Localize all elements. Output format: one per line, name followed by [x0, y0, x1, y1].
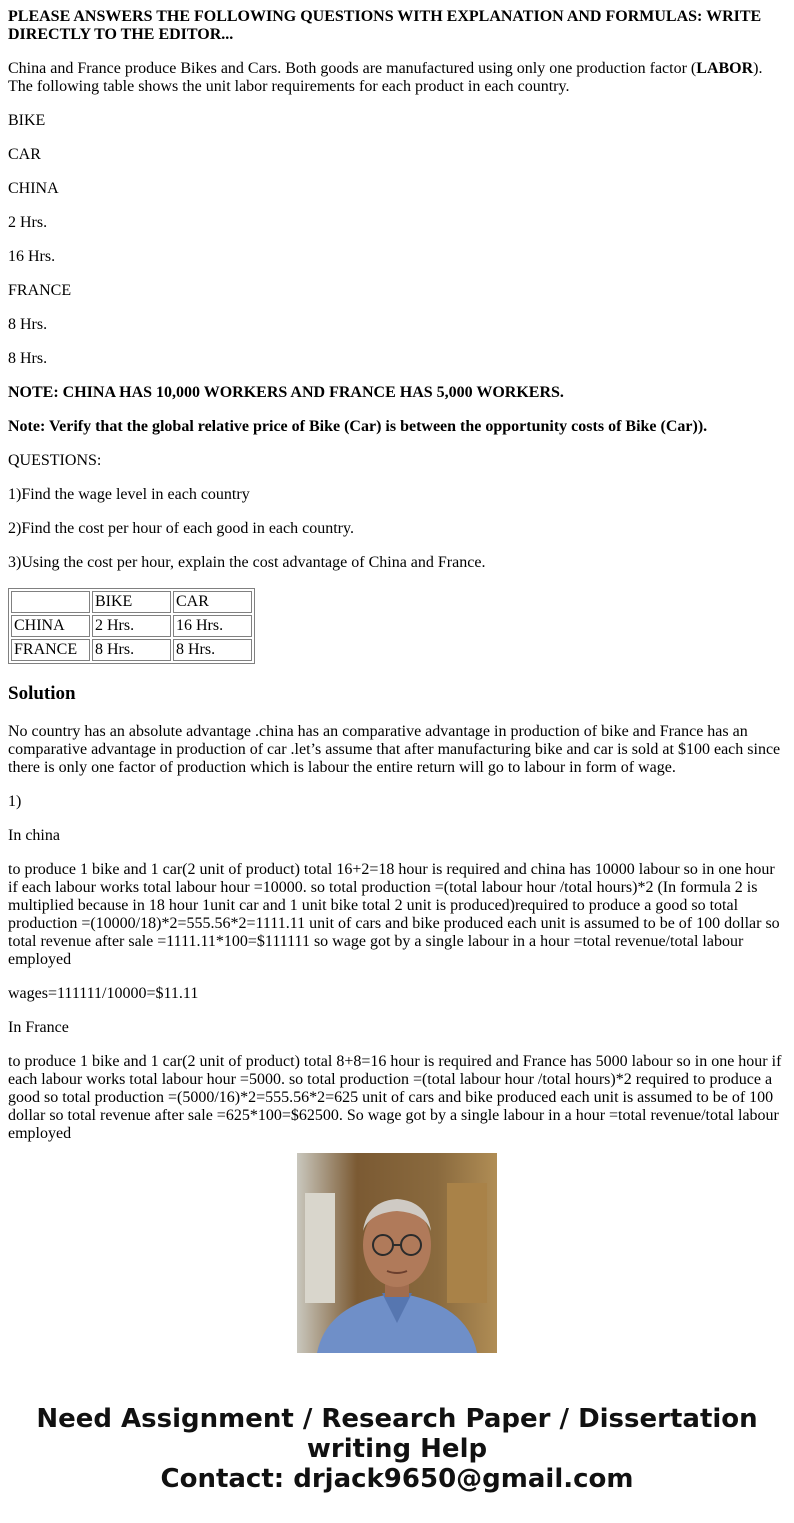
question-item: 1)Find the wage level in each country: [8, 486, 250, 503]
question-heading: PLEASE ANSWERS THE FOLLOWING QUESTIONS WITH EXPLANATION AND FORMULAS: WRITE DIRECTLY TO THE EDITOR...: [8, 8, 762, 43]
table-cell: FRANCE: [11, 639, 90, 661]
part-label: 1): [8, 793, 22, 810]
flat-line: 2 Hrs.: [8, 214, 48, 231]
person-photo-icon: [297, 1153, 497, 1353]
promo-line: writing Help: [306, 1434, 488, 1464]
flat-line: BIKE: [8, 112, 46, 129]
flat-line: CHINA: [8, 180, 59, 197]
labor-requirements-table: [8, 588, 255, 664]
table-cell: 8 Hrs.: [92, 639, 171, 661]
china-label: In china: [8, 827, 60, 844]
question-item: 2)Find the cost per hour of each good in each country.: [8, 520, 354, 537]
document-body: [8, 0, 786, 1142]
solution-intro: No country has an absolute advantage .china has an comparative advantage in production of bike and France has an comparative advantage in production of car .let’s assume that after manufacturing bike and car is sold at $100 each since there is only one factor of production which is labour the entire return will go to labour in form of wage.: [8, 723, 781, 776]
promo-line: Need Assignment / Research Paper / Dissertation: [36, 1404, 758, 1434]
china-explanation: to produce 1 bike and 1 car(2 unit of product) total 16+2=18 hour is required and china has 10000 labour so in one hour if each labour works total labour hour =10000. so total production =(total labour hour /total hours)*2 (In formula 2 is multiplied because in 18 hour 1unit car and 1 unit bike total 2 unit is produced)required to produce a good so total production =(10000/18)*2=555.56*2=1111.11 unit of cars and bike produced each unit is assumed to be of 100 dollar so total revenue after sale =1111.11*100=$111111 so wage got by a single labour in a hour =total revenue/total labour employed: [8, 861, 780, 968]
question-item: 3)Using the cost per hour, explain the cost advantage of China and France.: [8, 554, 486, 571]
promo-banner: [0, 1404, 794, 1494]
table-cell: BIKE: [92, 591, 171, 613]
note-workers: NOTE: CHINA HAS 10,000 WORKERS AND FRANCE HAS 5,000 WORKERS.: [8, 384, 564, 401]
flat-line: 16 Hrs.: [8, 248, 56, 265]
table-header-row: [11, 591, 252, 613]
table-cell: 16 Hrs.: [173, 615, 252, 637]
table-row: [11, 615, 252, 637]
table-cell: CAR: [173, 591, 252, 613]
france-explanation: to produce 1 bike and 1 car(2 unit of product) total 8+8=16 hour is required and France has 5000 labour so in one hour if each labour works total labour hour =5000. so total production =(total labour hour /total hours)*2 required to produce a good so total production =(5000/16)*2=555.56*2=625 unit of cars and bike produced each unit is assumed to be of 100 dollar so total revenue after sale =625*100=$62500. So wage got by a single labour in a hour =total revenue/total labour employed: [8, 1053, 782, 1142]
table-row: [11, 639, 252, 661]
china-wages: wages=111111/10000=$11.11: [8, 985, 199, 1002]
questions-label: QUESTIONS:: [8, 452, 102, 469]
flat-line: 8 Hrs.: [8, 350, 48, 367]
avatar: [297, 1153, 497, 1353]
flat-line: 8 Hrs.: [8, 316, 48, 333]
table-cell: [11, 591, 90, 613]
promo-contact: Contact: drjack9650@gmail.com: [160, 1464, 634, 1494]
solution-title: Solution: [8, 683, 76, 704]
flat-line: CAR: [8, 146, 41, 163]
table-cell: CHINA: [11, 615, 90, 637]
table-cell: 2 Hrs.: [92, 615, 171, 637]
france-label: In France: [8, 1019, 69, 1036]
intro-paragraph: China and France produce Bikes and Cars. Both goods are manufactured using only one production factor (LABOR). The following table shows the unit labor requirements for each product in each country.: [8, 60, 763, 95]
table-cell: 8 Hrs.: [173, 639, 252, 661]
note-relative-price: Note: Verify that the global relative price of Bike (Car) is between the opportunity costs of Bike (Car)).: [8, 418, 708, 435]
flat-line: FRANCE: [8, 282, 72, 299]
